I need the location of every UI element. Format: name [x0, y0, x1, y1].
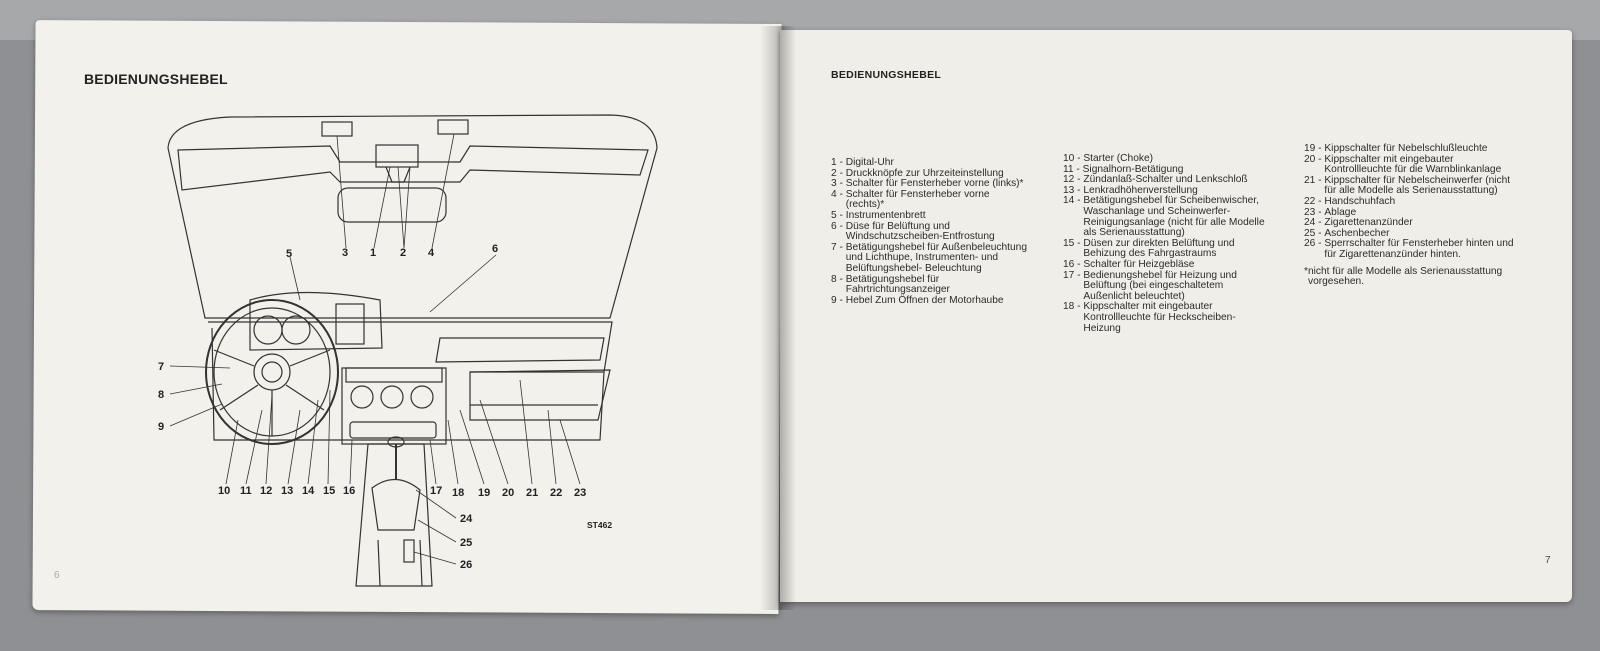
legend-item: [831, 296, 1027, 307]
legend-item: [831, 158, 1027, 169]
legend-item-text: Schalter für Fensterheber vorne (links)*: [845, 178, 1024, 190]
legend-item: [1063, 302, 1271, 334]
callout-13: 13: [281, 485, 294, 497]
legend-item: [1063, 196, 1271, 238]
legend-item-text: Sperrschalter für Fensterheber hinten und für Zigarettenanzünder hinten.: [1324, 238, 1514, 260]
callout-11: 11: [240, 485, 252, 497]
legend-item-number: 21 -: [1304, 174, 1325, 186]
callout-12: 12: [260, 485, 273, 497]
callout-19: 19: [478, 487, 491, 499]
legend-item: [1063, 239, 1271, 260]
window-switch-left: [322, 122, 352, 136]
callout-17: 17: [430, 485, 443, 497]
legend-item: [831, 275, 1027, 296]
callout-6: 6: [492, 243, 499, 255]
left-page-title: BEDIENUNGSHEBEL: [84, 71, 228, 87]
instrument-cluster: [250, 293, 382, 351]
callout-4: 4: [428, 247, 435, 259]
legend-column-1: [831, 158, 1027, 306]
callout-9: 9: [158, 421, 165, 433]
legend-item-number: 13 -: [1063, 184, 1084, 196]
legend-item-number: 17 -: [1063, 269, 1084, 281]
callout-2: 2: [400, 247, 407, 259]
legend-item-text: Hebel Zum Öffnen der Motorhaube: [845, 294, 1004, 306]
legend-item-number: 1 -: [831, 157, 846, 168]
footnote-text: nicht für alle Modelle als Serienausstattung vorgesehen.: [1307, 265, 1503, 288]
legend-column-2: [1063, 154, 1271, 334]
legend-item-number: 18 -: [1063, 301, 1084, 313]
gear-boot: [372, 479, 420, 530]
legend-item-text: Aschenbecher: [1324, 227, 1390, 239]
rear-view-mirror: [338, 188, 446, 222]
footnote-mark: *: [1304, 265, 1308, 277]
legend-item-text: Düse für Belüftung und Windschutzscheiben-Entfrostung: [845, 220, 995, 243]
digital-clock: [376, 145, 418, 167]
legend-item-text: Bedienungshebel für Heizung und Belüftung (bei eingeschaltetem Außenlicht beleuchtet): [1083, 269, 1237, 302]
legend-item-number: 6 -: [831, 220, 846, 232]
legend-item-number: 3 -: [831, 178, 846, 190]
legend-column-3: [1304, 144, 1514, 288]
legend-item-number: 8 -: [831, 273, 846, 285]
center-console: [342, 368, 446, 444]
left-page-number: 6: [54, 570, 60, 581]
right-page-number: 7: [1545, 555, 1551, 566]
legend-item-text: Instrumentenbrett: [845, 209, 926, 221]
callout-10: 10: [218, 485, 231, 497]
legend-item-number: 12 -: [1063, 174, 1084, 186]
legend-item-text: Schalter für Fensterheber vorne (rechts)*: [845, 188, 990, 211]
legend-item-number: 10 -: [1063, 153, 1084, 164]
callout-15: 15: [323, 485, 336, 497]
legend-item: [831, 211, 1027, 222]
legend-item-text: Kippschalter für Nebelschlußleuchte: [1324, 143, 1488, 154]
legend-item: [1304, 197, 1514, 208]
callout-18: 18: [452, 487, 465, 499]
legend-item-number: 2 -: [831, 167, 846, 179]
dashboard-diagram: [0, 0, 780, 612]
legend-item-text: Kippschalter mit eingebauter Kontrollleuchte für die Warnblinkanlage: [1324, 153, 1502, 176]
legend-item-text: Digital-Uhr: [845, 157, 894, 168]
heater-knob-3: [411, 386, 433, 408]
legend-item-text: Schalter für Heizgebläse: [1083, 258, 1195, 270]
legend-item: [1063, 154, 1271, 165]
horn-pad: [254, 354, 290, 390]
legend-item: [1063, 271, 1271, 303]
legend-item: [1304, 239, 1514, 260]
legend-item-text: Zündanlaß-Schalter und Lenkschloß: [1083, 174, 1248, 186]
legend-item: [1304, 144, 1514, 155]
callout-8: 8: [158, 389, 165, 401]
legend-item-text: Düsen zur direkten Belüftung und Behizung des Fahrgastraums: [1083, 237, 1235, 260]
legend-item-number: 5 -: [831, 209, 846, 221]
callout-21: 21: [526, 487, 539, 499]
legend-item-text: Ablage: [1324, 206, 1357, 218]
legend-item-text: Betätigungshebel für Scheibenwischer, Waschanlage und Scheinwerfer-Reinigungsanlage (nicht für alle Modelle als Serienausstattung): [1083, 195, 1265, 239]
legend-item: [1063, 260, 1271, 271]
callout-25: 25: [460, 537, 473, 549]
legend-item-text: Kippschalter mit eingebauter Kontrollleuchte für Heckscheiben-Heizung: [1083, 301, 1236, 334]
callout-26: 26: [460, 559, 473, 571]
callout-3: 3: [342, 247, 349, 259]
callout-24: 24: [460, 513, 473, 525]
legend-item-number: 14 -: [1063, 195, 1084, 207]
legend-item: [831, 243, 1027, 275]
legend-item-number: 22 -: [1304, 195, 1325, 207]
callout-5: 5: [286, 248, 293, 260]
legend-item-number: 19 -: [1304, 143, 1325, 154]
window-switch-right: [438, 120, 468, 134]
rear-switch: [404, 540, 414, 562]
legend-item-number: 9 -: [831, 294, 846, 306]
callout-22: 22: [550, 487, 563, 499]
sun-visor-band: [178, 146, 648, 190]
heater-knob-2: [381, 386, 403, 408]
heater-knob-1: [351, 386, 373, 408]
legend-item-text: Handschuhfach: [1324, 195, 1396, 207]
legend-item-number: 7 -: [831, 241, 846, 253]
legend-item-text: Betätigungshebel für Fahrtrichtungsanzeiger: [845, 273, 950, 296]
diagram-code: ST462: [587, 520, 613, 530]
callout-23: 23: [574, 487, 587, 499]
legend-item-number: 20 -: [1304, 153, 1325, 165]
legend-item-text: Lenkradhöhenverstellung: [1083, 184, 1198, 196]
legend-item: [1304, 176, 1514, 197]
legend-item-number: 15 -: [1063, 237, 1084, 249]
vent-panel: [350, 422, 436, 438]
legend-item-number: 4 -: [831, 188, 846, 200]
right-page-title: BEDIENUNGSHEBEL: [831, 69, 942, 81]
legend-item: [831, 190, 1027, 211]
warning-switches: [346, 368, 442, 382]
callout-7: 7: [158, 361, 165, 373]
legend-item-text: Kippschalter für Nebelscheinwerfer (nicht für alle Modelle als Serienausstattung): [1324, 174, 1511, 197]
legend-item-number: 16 -: [1063, 258, 1084, 270]
legend-item-number: 26 -: [1304, 238, 1325, 250]
callout-20: 20: [502, 487, 515, 499]
switch-panel: [336, 304, 364, 344]
callout-14: 14: [302, 485, 315, 497]
callout-1: 1: [370, 247, 377, 259]
legend-item-number: 23 -: [1304, 206, 1325, 218]
legend-item-text: Betätigungshebel für Außenbeleuchtung und Lichthupe, Instrumenten- und Belüftungshebel- Beleuchtung: [845, 241, 1027, 274]
legend-item-number: 11 -: [1063, 163, 1083, 175]
legend-item-text: Druckknöpfe zur Uhrzeiteinstellung: [845, 167, 1004, 179]
dashboard-shelf: [436, 338, 604, 362]
legend-item-text: Signalhorn-Betätigung: [1082, 163, 1184, 175]
dashboard-top: [208, 322, 612, 372]
callout-16: 16: [343, 485, 356, 497]
legend-item: [1304, 155, 1514, 176]
legend-item-text: Starter (Choke): [1083, 153, 1154, 164]
footnote: [1304, 267, 1514, 288]
legend-item-text: Zigarettenanzünder: [1324, 217, 1413, 229]
legend-item-number: 25 -: [1304, 227, 1325, 239]
legend-item: [831, 222, 1027, 243]
glovebox: [470, 370, 610, 420]
legend-item-number: 24 -: [1304, 217, 1325, 229]
